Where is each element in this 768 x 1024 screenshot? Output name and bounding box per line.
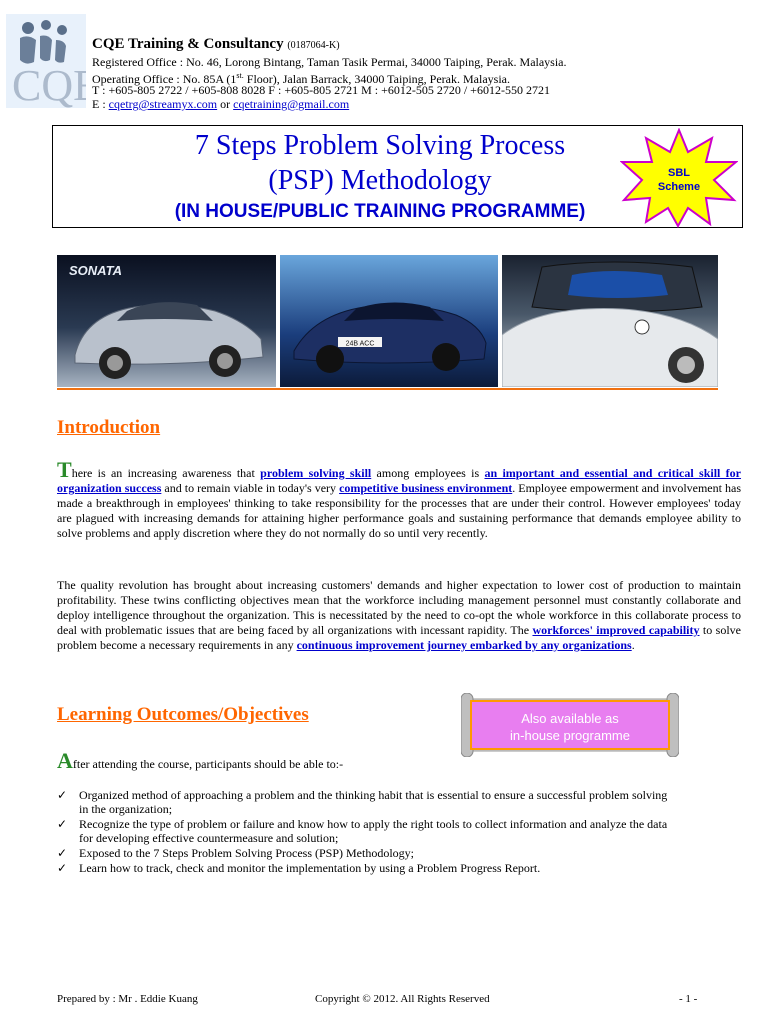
footer-copyright: Copyright © 2012. All Rights Reserved	[315, 993, 490, 1005]
list-item: ✓ Learn how to track, check and monitor the implementation by using a Problem Progress Report.	[57, 861, 541, 875]
contact-emails: E : cqetrg@streamyx.com or cqetraining@gmail.com	[92, 97, 350, 111]
link-improved-capability[interactable]: workforces' improved capability	[532, 623, 700, 637]
checkmark-icon: ✓	[57, 788, 68, 802]
learning-outcomes-heading: Learning Outcomes/Objectives	[57, 704, 309, 725]
badge-text-line2: Scheme	[657, 181, 701, 193]
car-photo-sonata	[57, 255, 276, 387]
registered-office: Registered Office : No. 46, Lorong Bintang, Taman Tasik Permai, 34000 Taiping, Perak. Malaysia.	[92, 55, 567, 69]
page-title-line2: (PSP) Methodology	[268, 165, 492, 196]
list-item: ✓ Organized method of approaching a problem and the thinking habit that is essential to ensure a successful problem solving in the organization;	[57, 788, 668, 816]
badge-text-line1: SBL	[668, 167, 690, 179]
outcomes-list	[57, 788, 677, 876]
sonata-label: SONATA	[69, 263, 122, 278]
link-problem-solving-skill[interactable]: problem solving skill	[260, 466, 372, 480]
link-competitive-environment[interactable]: competitive business environment	[339, 481, 513, 495]
checkmark-icon: ✓	[57, 817, 68, 831]
intro-paragraph-1: There is an increasing awareness that problem solving skill among employees is an important and essential and critical skill for organization success and to remain viable in today's very competitive business environment. Employee empowerment and involvement has made a breakthrough in employees' thinking to take responsibility for the processes that are under their control. However employees' today are plagued with increasing demands for attaining higher performance goals and sustaining performance that demands employee ability to solve problems and apply discretion where they do not normally do so until very recently.	[57, 457, 742, 540]
link-essential-skill[interactable]: an important and essential and critical skill for organization success	[57, 466, 742, 495]
svg-text:CQE: CQ	[12, 61, 74, 108]
company-name: CQE Training & Consultancy (0187064-K)	[92, 36, 340, 52]
car-photo-accord	[280, 255, 498, 387]
page-number: - 1 -	[679, 993, 698, 1005]
plate-text: 24B ACC	[345, 340, 375, 348]
footer-prepared-by: Prepared by : Mr . Eddie Kuang	[57, 993, 198, 1005]
operating-office: Operating Office : No. 85A ($1^{st.}$ Floor), Jalan Barrack, 34000 Taiping, Perak. Malaysia.	[92, 71, 510, 86]
checkmark-icon: ✓	[57, 861, 68, 875]
email-link-2[interactable]: cqetraining@gmail.com	[233, 97, 350, 111]
email-link-1[interactable]: cqetrg@streamyx.com	[108, 97, 218, 111]
intro-paragraph-2: The quality revolution has brought about increasing customers' demands and higher expectation to lower cost of production to maintain profitability. These twins conflicting objectives mean that the workforce including management personnel must constantly collaborate and deploy intelligence throughout the organization. This is necessitated by the need to co-opt the whole workforce in this collaborate process to deal with problematic issues that are being faced by all organizations with incessant rapidity. The workforces' improved capability to solve problem become a necessary requirements in any continuous improvement journey embarked by any organizations.	[57, 578, 742, 652]
link-continuous-improvement[interactable]: continuous improvement journey embarked by any organizations	[296, 638, 632, 652]
list-item: ✓ Exposed to the 7 Steps Problem Solving Process (PSP) Methodology;	[57, 846, 415, 860]
sbl-scheme-badge	[620, 128, 738, 228]
photo-divider	[57, 388, 718, 390]
outcomes-lead: After attending the course, participants should be able to:-	[57, 748, 344, 773]
banner-line1: Also available as	[521, 711, 619, 726]
car-engine-photo	[502, 255, 718, 387]
contact-phones: T : +605-805 2722 / +605-808 8028 F : +605-805 2721 M : +6012-505 2720 / +6012-550 2721	[92, 83, 550, 97]
page-subtitle: (IN HOUSE/PUBLIC TRAINING PROGRAMME)	[174, 201, 586, 222]
in-house-banner	[461, 693, 679, 757]
banner-line2: in-house programme	[510, 728, 630, 743]
page-title-line1: 7 Steps Problem Solving Process	[194, 130, 566, 161]
company-logo	[6, 14, 86, 108]
introduction-heading: Introduction	[57, 417, 161, 438]
list-item: ✓ Recognize the type of problem or failure and know how to apply the right tools to collect information and analyze the data for developing effective countermeasure and solution;	[57, 817, 668, 845]
checkmark-icon: ✓	[57, 846, 68, 860]
